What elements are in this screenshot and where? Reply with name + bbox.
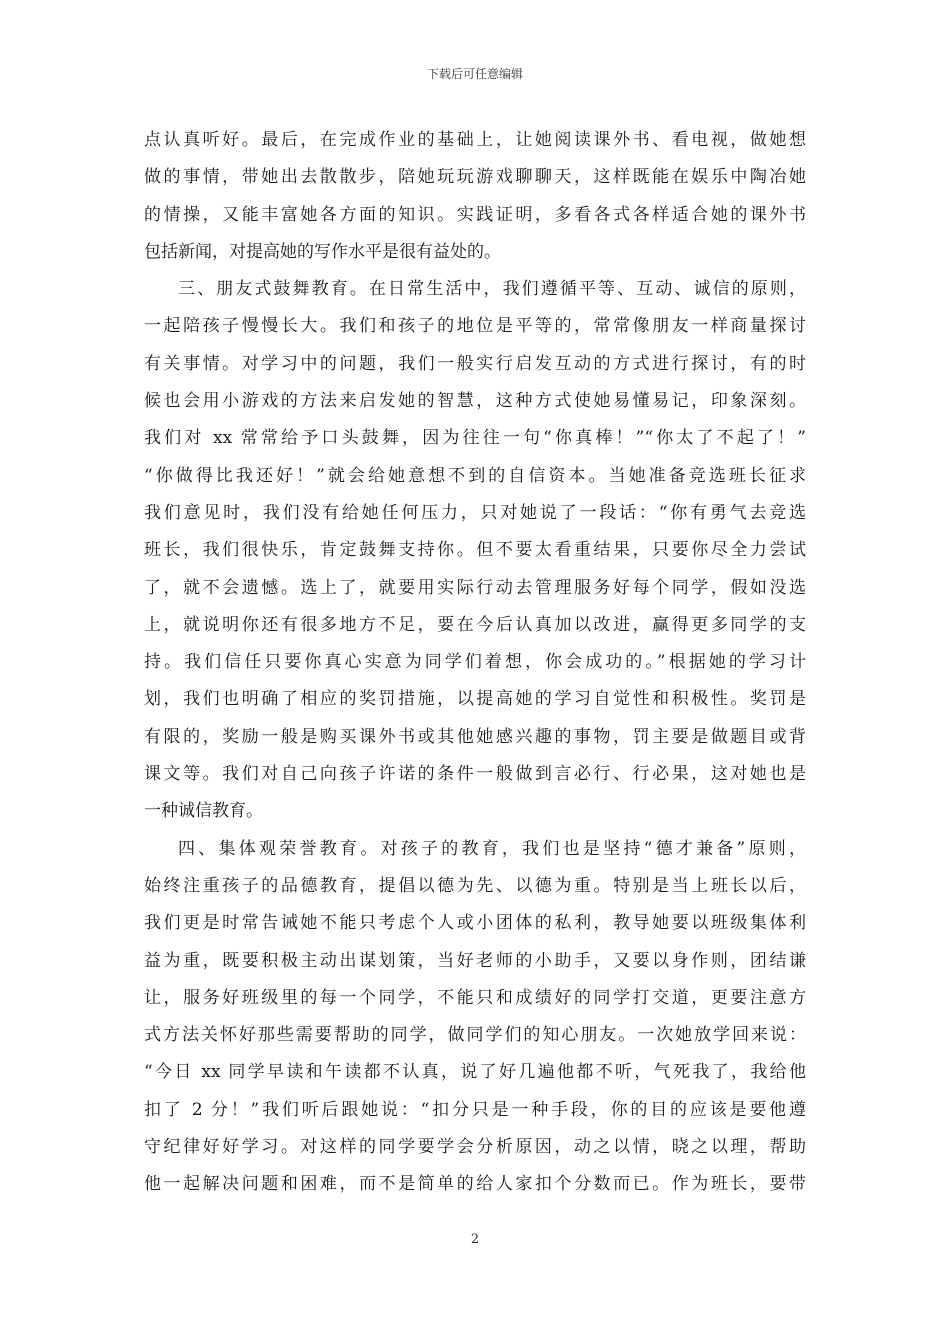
page-header: 下载后可任意编辑: [426, 67, 523, 81]
text-line: 我们意见时，我们没有给她任何压力，只对她说了一段话：“你有勇气去竞选: [144, 502, 806, 523]
page-number: 2: [470, 1232, 480, 1247]
text-line: 做的事情，带她出去散散步，陪她玩玩游戏聊聊天，这样既能在娱乐中陶冶她: [144, 167, 806, 188]
text-line: 包括新闻，对提高她的写作水平是很有益处的。: [144, 241, 501, 262]
text-line: 式方法关怀好那些需要帮助的同学，做同学们的知心朋友。一次她放学回来说：: [144, 1025, 806, 1046]
document-body: [144, 122, 806, 1204]
text-line: 了，就不会遗憾。选上了，就要用实际行动去管理服务好每个同学，假如没选: [144, 577, 806, 598]
text-line: 有关事情。对学习中的问题，我们一般实行启发互动的方式进行探讨，有的时: [144, 353, 806, 374]
text-line: 有限的，奖励一般是购买课外书或其他她感兴趣的事物，罚主要是做题目或背: [144, 726, 806, 747]
text-line: “你做得比我还好！”就会给她意想不到的自信资本。当她准备竞选班长征求: [144, 465, 806, 486]
text-line: 划，我们也明确了相应的奖罚措施，以提高她的学习自觉性和积极性。奖罚是: [144, 689, 806, 710]
text-line: 让，服务好班级里的每一个同学，不能只和成绩好的同学打交道，更要注意方: [144, 987, 806, 1008]
text-line: 始终注重孩子的品德教育，提倡以德为先、以德为重。特别是当上班长以后，: [144, 875, 806, 896]
text-line: 守纪律好好学习。对这样的同学要学会分析原因，动之以情，晓之以理，帮助: [144, 1137, 806, 1158]
text-line: 课文等。我们对自己向孩子许诺的条件一般做到言必行、行必果，这对她也是: [144, 764, 806, 785]
section-heading-line: 三、朋友式鼓舞教育。在日常生活中，我们遵循平等、互动、诚信的原则，: [178, 279, 806, 300]
text-line: “今日 xx 同学早读和午读都不认真，说了好几遍他都不听，气死我了，我给他: [144, 1062, 806, 1083]
text-line: 一起陪孩子慢慢长大。我们和孩子的地位是平等的，常常像朋友一样商量探讨: [144, 316, 806, 337]
text-line: 持。我们信任只要你真心实意为同学们着想，你会成功的。”根据她的学习计: [144, 652, 806, 673]
text-line: 候也会用小游戏的方法来启发她的智慧，这种方式使她易懂易记，印象深刻。: [144, 391, 806, 412]
text-line: 班长，我们很快乐，肯定鼓舞支持你。但不要太看重结果，只要你尽全力尝试: [144, 540, 806, 561]
text-line: 他一起解决问题和困难，而不是简单的给人家扣个分数而已。作为班长，要带: [144, 1174, 806, 1195]
text-line: 我们更是时常告诫她不能只考虑个人或小团体的私利，教导她要以班级集体利: [144, 913, 806, 934]
text-line: 我们对 xx 常常给予口头鼓舞，因为往往一句“你真棒！”“你太了不起了！”: [144, 428, 806, 449]
text-line: 一种诚信教育。: [144, 801, 263, 822]
text-line: 的情操，又能丰富她各方面的知识。实践证明，多看各式各样适合她的课外书: [144, 204, 806, 225]
text-line: 点认真听好。最后，在完成作业的基础上，让她阅读课外书、看电视，做她想: [144, 130, 806, 150]
text-line: 上，就说明你还有很多地方不足，要在今后认真加以改进，赢得更多同学的支: [144, 614, 806, 635]
text-line: 扣了 2 分！”我们听后跟她说：“扣分只是一种手段，你的目的应该是要他遵: [144, 1099, 806, 1120]
section-heading-line: 四、集体观荣誉教育。对孩子的教育，我们也是坚持“德才兼备”原则，: [178, 838, 806, 859]
text-line: 益为重，既要积极主动出谋划策，当好老师的小助手，又要以身作则，团结谦: [144, 950, 806, 971]
